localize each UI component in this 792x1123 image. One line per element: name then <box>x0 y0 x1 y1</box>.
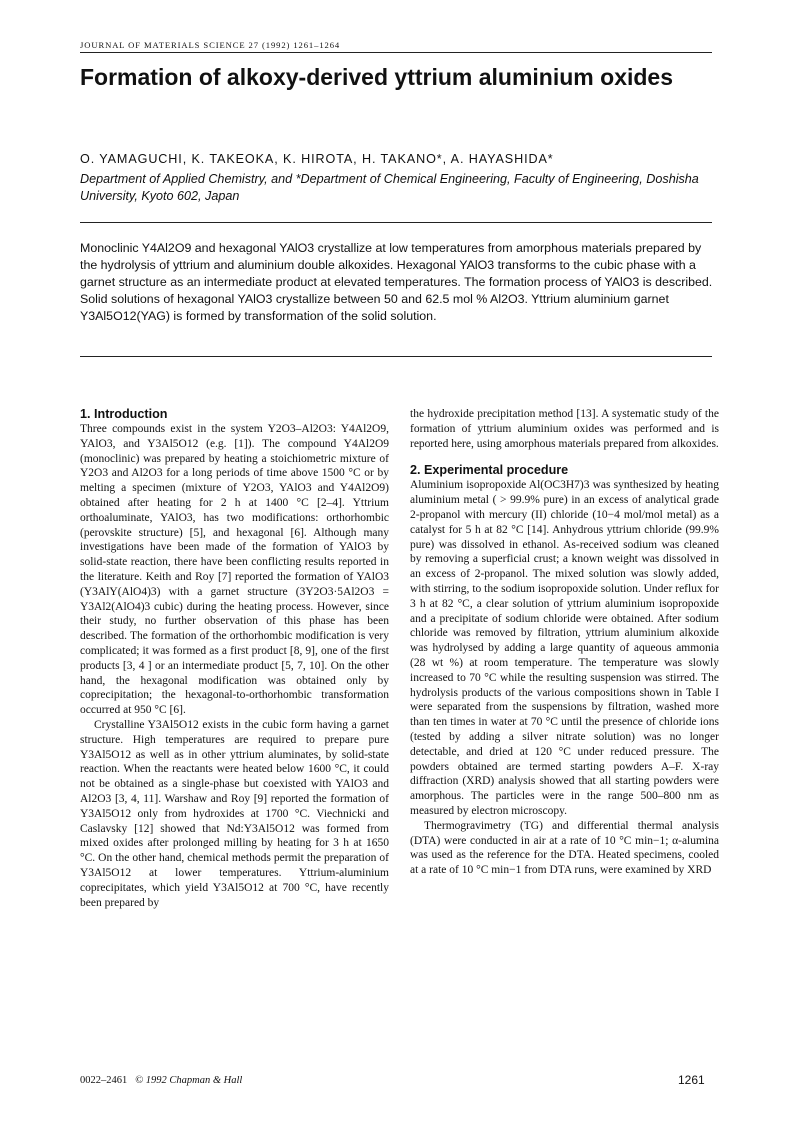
intro-paragraph-1: Three compounds exist in the system Y2O3–Al2O3: Y4Al2O9, YAlO3, and Y3Al5O12 (e.g. [1]). The compound Y4Al2O9 (monoclinic) was prepared by heating a stoichiometric mixture of Y2O3 and Al2O3 for a long periods of time above 1500 °C or by melting a specimen (mixture of Y2O3, YAlO3 and Y4Al2O9) obtained after heating for 2 h at 1400 °C [2–4]. Yttrium orthoaluminate, YAlO3, has two modifications: orthorhombic (perovskite structure) [5], and hexagonal [6]. Although many investigations have been made of the formation of YAlO3 by solid-state reaction, there have been conflicting results reported in the literature. Keith and Roy [7] reported the formation of YAlO3 (Y3AlY(AlO4)3) with a garnet structure (3Y2O3·5Al2O3 = Y3Al2(AlO4)3 cubic) during the heating process. However, since their study, no further observation of this phase has been described. The formation of the orthorhombic modification is very complicated; it was formed as a first product [8, 9], one of the first products [3, 4 ] or an intermediate product [5, 7, 10]. On the other hand, the hexagonal modification was obtained only by coprecipitation; the hexagonal-to-orthorhombic transformation occurred at 950 °C [6]. <box>80 423 389 717</box>
journal-header: JOURNAL OF MATERIALS SCIENCE 27 (1992) 1261–1264 <box>80 40 712 53</box>
experimental-paragraph-2: Thermogravimetry (TG) and differential thermal analysis (DTA) were conducted in air at a rate of 10 °C min−1; α-alumina was used as the reference for the DTA. Heated specimens, cooled at a rate of 10 °C min−1 from DTA runs, were examined by XRD <box>410 819 719 877</box>
author-list: O. YAMAGUCHI, K. TAKEOKA, K. HIROTA, H. TAKANO*, A. HAYASHIDA* <box>80 152 554 166</box>
left-column <box>80 407 389 910</box>
abstract-bottom-rule <box>80 356 712 357</box>
abstract: Monoclinic Y4Al2O9 and hexagonal YAlO3 crystallize at low temperatures from amorphous materials prepared by the hydrolysis of yttrium and aluminium double alkoxides. Hexagonal YAlO3 transforms to the cubic phase with a garnet structure as an intermediate product at elevated temperatures. The formation process of YAlO3 is described. Solid solutions of hexagonal YAlO3 crystallize between 50 and 62.5 mol % Al2O3. Yttrium aluminium garnet Y3Al5O12(YAG) is formed by transformation of the solid solution. <box>80 241 713 323</box>
footer-issn <box>80 1075 242 1086</box>
copyright-notice: © 1992 Chapman & Hall <box>135 1075 243 1086</box>
experimental-paragraph-1: Aluminium isopropoxide Al(OC3H7)3 was synthesized by heating aluminium metal ( > 99.9% pure) in an excess of analytical grade 2-propanol with mercury (II) chloride (10−4 mol/mol metal) as a catalyst for 5 h at 82 °C [14]. Anhydrous yttrium chloride (99.9% pure) was dissolved in ethanol. As-received sodium was cleaned by removing a superficial crust; a known weight was dissolved in an excess of 2-propanol. The mixed solution was slowly added, with stirring, to the sodium isopropoxide solution. Under reflux for 3 h at 82 °C, a clear solution of yttrium aluminium isopropoxide and a precipitate of sodium chloride were obtained. After sodium chloride was removed by filtration, yttrium aluminium alkoxide was hydrolysed by adding a large quantity of aqueous ammonia (28 wt %) at room temperature. The temperature was slowly increased to 70 °C while the resulting suspension was stirred. The hydrolysis products of the various compositions shown in Table I were separated from the suspensions by filtration, washed more than ten times in water at 70 °C until the presence of chloride ions (tested by adding a silver nitrate solution) was no longer detectable, and dried at 120 °C under reduced pressure. The powders obtained are termed starting powders A–F. X-ray diffraction (XRD) analysis showed that all starting powders were amorphous. The particles were in the range 500–800 nm as measured by electron microscopy. <box>410 479 719 817</box>
paper-title: Formation of alkoxy-derived yttrium aluminium oxides <box>80 64 674 90</box>
right-column <box>410 407 719 878</box>
issn-code: 0022–2461 <box>80 1075 128 1086</box>
affiliation: Department of Applied Chemistry, and *Department of Chemical Engineering, Faculty of Engineering, Doshisha University, Kyoto 602, Japan <box>80 172 699 203</box>
page-number: 1261 <box>678 1073 705 1087</box>
abstract-top-rule <box>80 222 712 223</box>
intro-paragraph-continued: the hydroxide precipitation method [13]. A systematic study of the formation of yttrium aluminium oxides was performed and is reported here, using amorphous materials prepared from alkoxides. <box>410 408 719 450</box>
section-heading-introduction: 1. Introduction <box>80 407 168 421</box>
section-heading-experimental: 2. Experimental procedure <box>410 463 569 478</box>
intro-paragraph-2: Crystalline Y3Al5O12 exists in the cubic form having a garnet structure. High temperatures are required to prepare pure Y3Al5O12 as well as in other yttrium aluminates, by solid-state reaction. When the reactants were heated below 1600 °C, it could not be obtained as a single-phase but coexisted with YAlO3 and Al2O3 [3, 4, 11]. Warshaw and Roy [9] reported the formation of Y3Al5O12 only from hydroxides at 1700 °C. Viechnicki and Caslavsky [12] showed that Nd:Y3Al5O12 was formed from mixed oxides after prolonged milling by heating for 3 h at 1650 °C. On the other hand, chemical methods permit the preparation of Y3Al5O12 at lower temperatures. Yttrium-aluminium coprecipitates, which yield Y3Al5O12 at 700 °C, have recently been prepared by <box>80 718 389 909</box>
